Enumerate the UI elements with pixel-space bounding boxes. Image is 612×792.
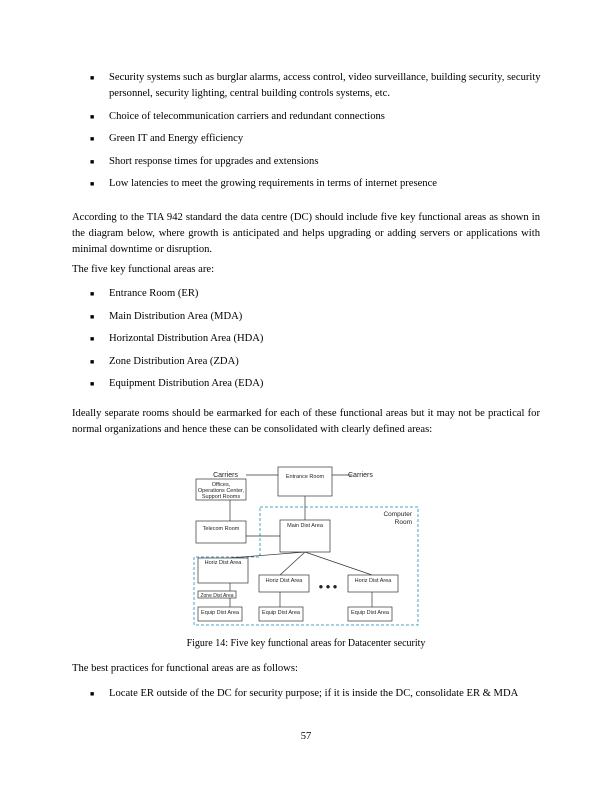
list-item: ■ Locate ER outside of the DC for security purpose; if it is inside the DC, consolidate ER & MDA [72,686,542,702]
area-bullet-list [72,286,542,399]
paragraph-tia: According to the TIA 942 standard the data centre (DC) should include five key functional areas as shown in the diagram below, where growth is anticipated and helps upgrading or adding servers or applications with minimal downtime or disruption. [72,212,540,255]
offices-label-1: Offices, [211,482,231,488]
list-item: ■ Main Distribution Area (MDA) [72,309,542,325]
page-number: 57 [300,731,312,742]
paragraph-areas-intro: The five key functional areas are: [72,264,215,275]
bullet-icon: ■ [90,135,95,144]
offices-label-2: Operations Center, [197,488,245,494]
top-bullet-list [72,70,542,199]
telecom-room-box [196,521,246,543]
entrance-room-label: Entrance Room [285,474,325,480]
list-item: ■ Entrance Room (ER) [72,286,542,302]
equip-left-label: Equip Dist Area [201,610,239,616]
equip-right-label: Equip Dist Area [351,610,389,616]
bullet-icon: ■ [90,157,95,166]
list-item: ■ Security systems such as burglar alarms, access control, video surveillance, building security, security personnel, security lighting, central building controls systems, etc. [90,72,541,99]
bullet-icon: ■ [90,335,95,344]
list-item: ■ Equipment Distribution Area (EDA) [72,376,542,392]
bottom-bullet-list [72,686,542,709]
offices-label-3: Support Rooms [201,494,241,500]
list-item: ■ Zone Distribution Area (ZDA) [72,354,542,370]
paragraph-rooms: Ideally separate rooms should be earmarked for each of these functional areas but it may not be practical for normal organizations and hence these can be consolidated with clearly defined areas: [72,408,540,435]
entrance-room-box [278,467,332,496]
figure-caption: Figure 14: Five key functional areas for Datacenter security [186,638,426,649]
carriers-right-label: Carriers [348,472,373,479]
carriers-left-label: Carriers [213,472,238,479]
list-item: ■ Short response times for upgrades and extensions [72,154,542,170]
zone-dist-label: Zone Dist Area [200,593,234,599]
list-item: ■ Green IT and Energy efficiency [72,131,542,147]
horiz-dist-mid-label: Horiz Dist Area [265,578,303,584]
computer-room-label-2: Room [394,519,412,526]
list-item: ■ Low latencies to meet the growing requirements in terms of internet presence [72,176,542,192]
diagram-svg [190,465,422,628]
paragraph-best-practices: The best practices for functional areas are as follows: [72,663,298,674]
bullet-icon: ■ [90,690,95,698]
ellipsis-dots: ● ● ● [318,582,338,591]
bullet-icon: ■ [90,380,95,389]
telecom-room-label: Telecom Room [202,526,240,532]
bullet-icon: ■ [90,290,95,298]
list-item: ■ Choice of telecommunication carriers and redundant connections [72,109,542,125]
bullet-icon: ■ [90,312,95,321]
bullet-icon: ■ [90,112,95,121]
equip-mid-label: Equip Dist Area [262,610,300,616]
functional-areas-diagram [190,465,422,628]
bullet-icon: ■ [90,74,95,82]
horiz-dist-right-label: Horiz Dist Area [354,578,392,584]
bullet-icon: ■ [90,180,95,189]
main-dist-label: Main Dist Area [287,523,323,529]
bullet-icon: ■ [90,357,95,366]
list-item: ■ Horizontal Distribution Area (HDA) [72,331,542,347]
horiz-dist-left-label: Horiz Dist Area [204,560,242,566]
computer-room-label-1: Computer [383,511,412,518]
